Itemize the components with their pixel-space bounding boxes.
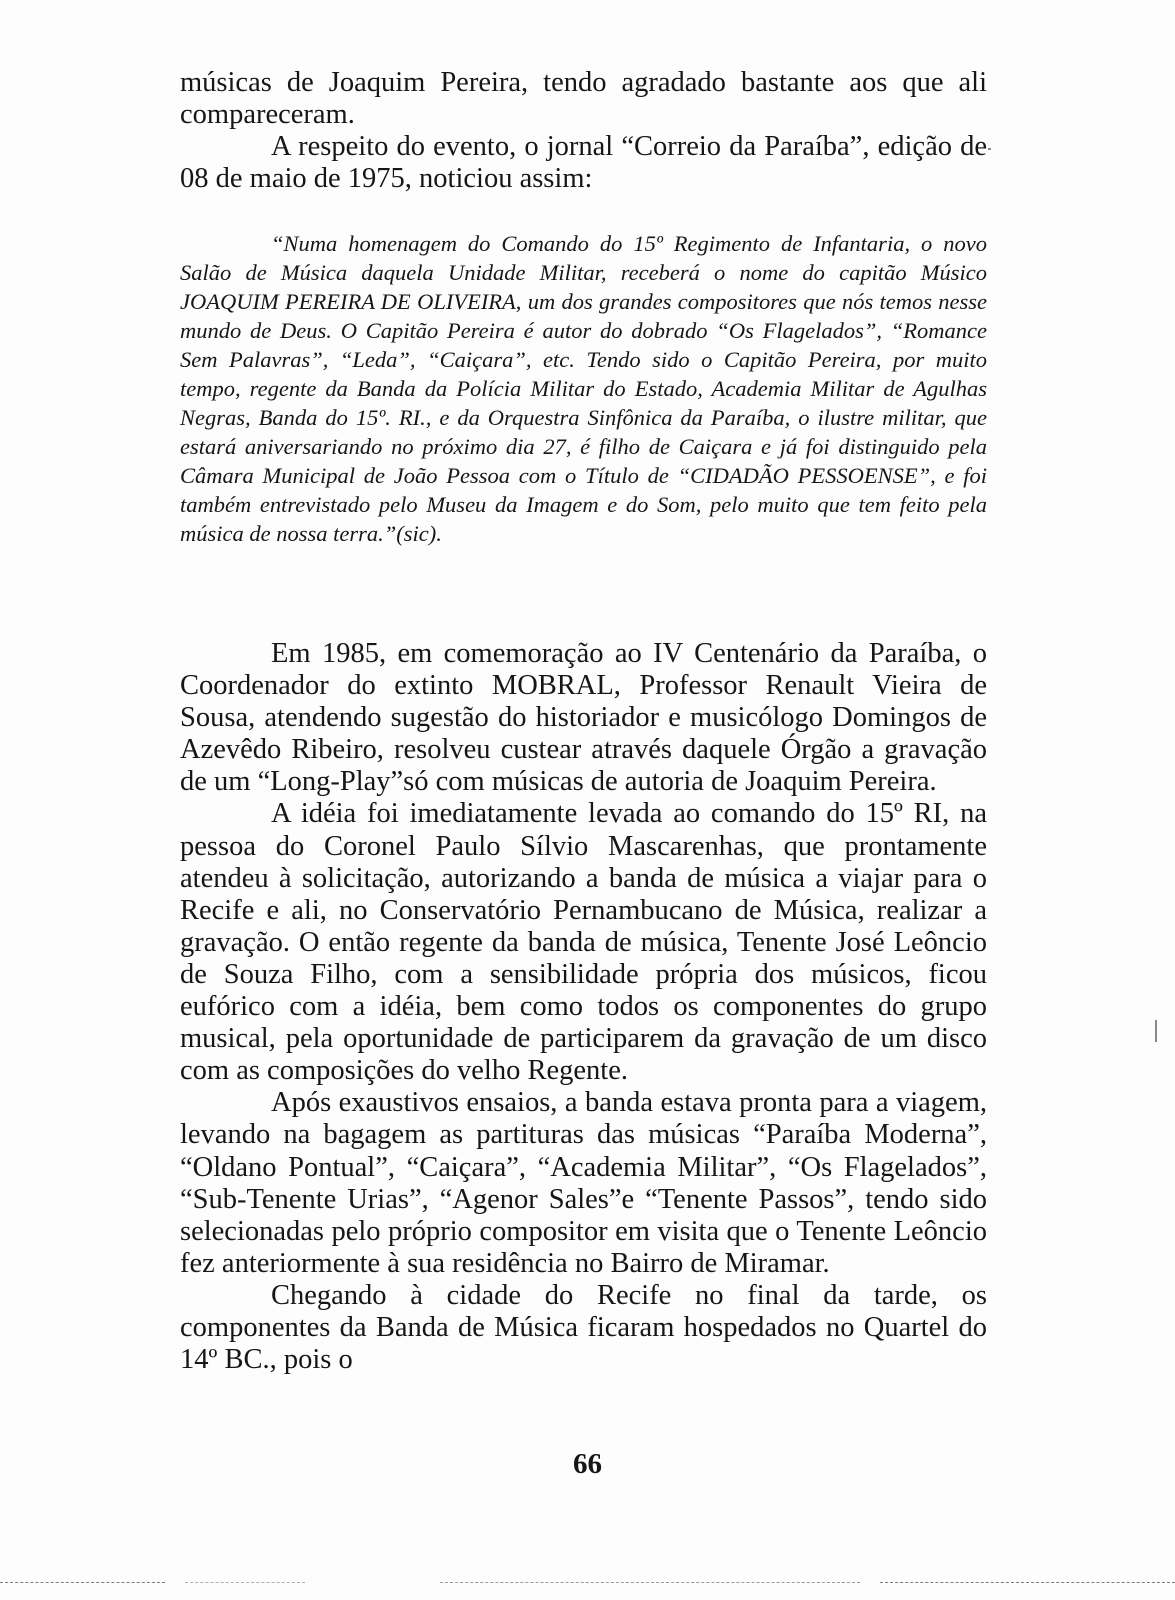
- main-text: [180, 638, 987, 1376]
- paragraph-idea-command: A idéia foi imediatamente levada ao comando do 15º RI, na pessoa do Coronel Paulo Sílvio Mascarenhas, que prontamente atendeu à solicitação, autorizando a banda de música a viajar para o Recife e ali, no Conservatório Pernambucano de Música, realizar a gravação. O então regente da banda de música, Tenente José Leôncio de Souza Filho, com a sensibilidade própria dos músicos, ficou eufórico com a idéia, bem como todos os componentes do grupo musical, pela oportunidade de participarem da gravação de um disco com as composições do velho Regente.: [180, 798, 987, 1087]
- paragraph-rehearsals: Após exaustivos ensaios, a banda estava pronta para a viagem, levando na bagagem as partituras das músicas “Paraíba Moderna”, “Oldano Pontual”, “Caiçara”, “Academia Militar”, “Os Flagelados”, “Sub-Tenente Urias”, “Agenor Sales”e “Tenente Passos”, tendo sido selecionadas pelo próprio compositor em visita que o Tenente Leôncio fez anteriormente à sua residência no Bairro de Miramar.: [180, 1087, 987, 1279]
- paragraph-1985-recording: Em 1985, em comemoração ao IV Centenário da Paraíba, o Coordenador do extinto MOBRAL, Professor Renault Vieira de Sousa, atendendo sugestão do historiador e musicólogo Domingos de Azevêdo Ribeiro, resolveu custear através daquele Órgão a gravação de um “Long-Play”só com músicas de autoria de Joaquim Pereira.: [180, 638, 987, 798]
- scan-artifact-mark: [988, 148, 991, 150]
- scan-artifact-line: [0, 1582, 165, 1583]
- opening-text: [180, 67, 987, 195]
- scan-artifact-line: [440, 1582, 860, 1583]
- scan-artifact-line: [880, 1582, 1175, 1583]
- newspaper-quote: “Numa homenagem do Comando do 15º Regimento de Infantaria, o novo Salão de Música daquela Unidade Militar, receberá o nome do capitão Músico JOAQUIM PEREIRA DE OLIVEIRA, um dos grandes compositores que nós temos nesse mundo de Deus. O Capitão Pereira é autor do dobrado “Os Flagelados”, “Romance Sem Palavras”, “Leda”, “Caiçara”, etc. Tendo sido o Capitão Pereira, por muito tempo, regente da Banda da Polícia Militar do Estado, Academia Militar de Agulhas Negras, Banda do 15º. RI., e da Orquestra Sinfônica da Paraíba, o ilustre militar, que estará aniversariando no próximo dia 27, é filho de Caiçara e já foi distinguido pela Câmara Municipal de João Pessoa com o Título de “CIDADÃO PESSOENSE”, e foi também entrevistado pelo Museu da Imagem e do Som, pelo muito que tem feito pela música de nossa terra.”(sic).: [180, 231, 987, 546]
- scan-artifact-line: [185, 1582, 305, 1583]
- page-number: 66: [573, 1448, 602, 1480]
- scan-artifact-mark: [1155, 1020, 1157, 1042]
- paragraph-newspaper-intro: A respeito do evento, o jornal “Correio da Paraíba”, edição de 08 de maio de 1975, noticiou assim:: [180, 131, 987, 195]
- paragraph-arrival-recife: Chegando à cidade do Recife no final da tarde, os componentes da Banda de Música ficaram hospedados no Quartel do 14º BC., pois o: [180, 1279, 987, 1376]
- paragraph-continuation: músicas de Joaquim Pereira, tendo agradado bastante aos que ali compareceram.: [180, 67, 987, 131]
